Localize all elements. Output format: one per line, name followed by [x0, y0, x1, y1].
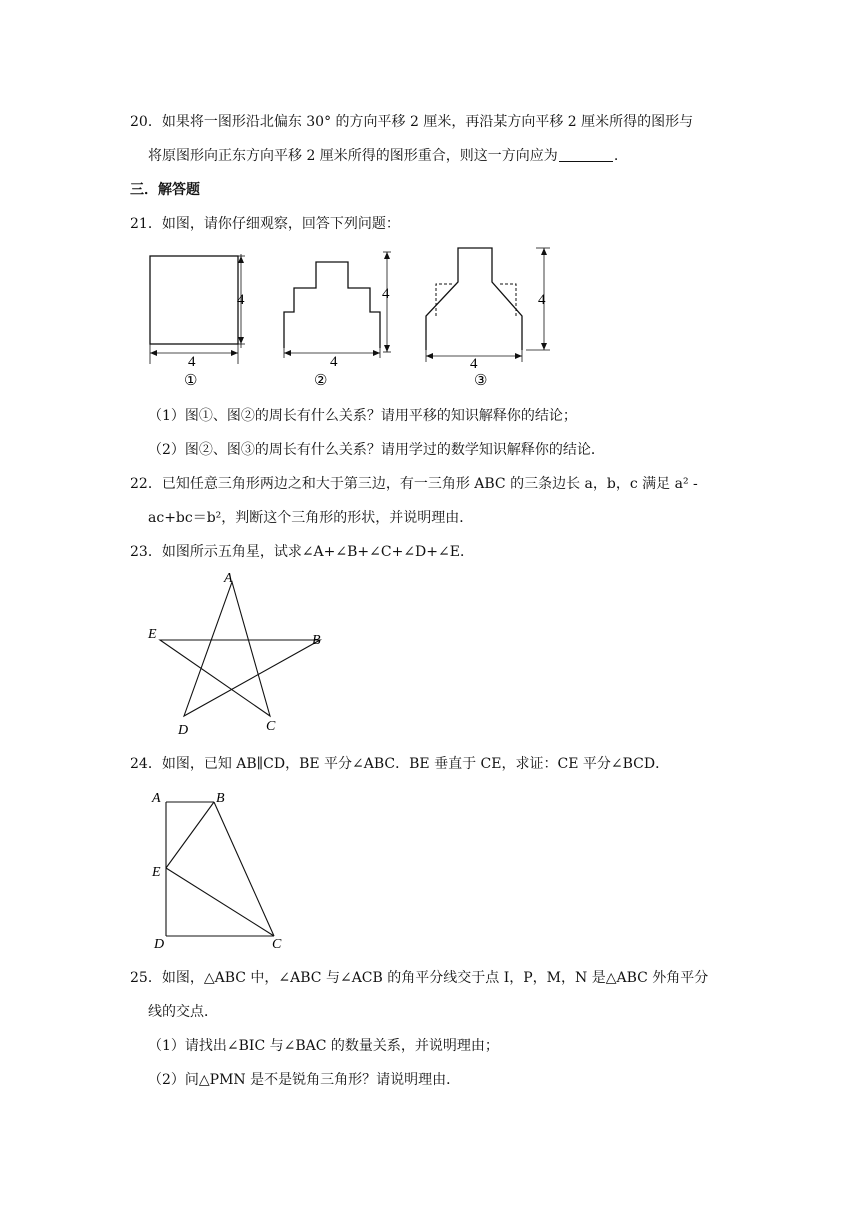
q22-number: 22．: [130, 476, 162, 492]
fig2-side-label: 4: [382, 286, 390, 302]
q22-text-line1: 已知任意三角形两边之和大于第三边，有一三角形 ABC 的三条边长 a，b，c 满足 a² -: [161, 476, 698, 492]
rect-label-d: D: [154, 937, 165, 952]
q20-line1: [130, 112, 693, 132]
q25-part2: （2）问△PMN 是不是锐角三角形？请说明理由．: [148, 1072, 461, 1088]
q20-line2: [148, 146, 618, 166]
q24-text: 如图，已知 AB∥CD，BE 平分∠ABC．BE 垂直于 CE，求证：CE 平分∠BCD．: [161, 756, 670, 772]
q20-text-line2: 将原图形向正东方向平移 2 厘米所得的图形重合，则这一方向应为: [148, 148, 558, 164]
fig1-label: ①: [184, 373, 198, 389]
fig2-label: ②: [314, 373, 328, 389]
q22-line1: [130, 474, 698, 494]
q21-part1: （1）图①、图②的周长有什么关系？请用平移的知识解释你的结论；: [148, 408, 577, 424]
q21-part2: （2）图②、图③的周长有什么关系？请用学过的数学知识解释你的结论．: [148, 442, 605, 458]
fig3-side-label: 4: [538, 292, 546, 308]
fig3-label: ③: [474, 373, 488, 389]
q23-text: 如图所示五角星，试求∠A+∠B+∠C+∠D+∠E．: [161, 544, 474, 560]
star-label-e: E: [148, 627, 157, 642]
answer-blank[interactable]: [559, 147, 613, 162]
q20-text-line1: 如果将一图形沿北偏东 30° 的方向平移 2 厘米，再沿某方向平移 2 厘米所得的图形与: [161, 114, 694, 130]
q22-line2: ac+bc＝b²，判断这个三角形的形状，并说明理由．: [148, 510, 474, 526]
q25-number: 25．: [130, 970, 162, 986]
q21-number: 21．: [130, 216, 162, 232]
star-label-b: B: [312, 633, 321, 648]
q24-line: [130, 754, 669, 774]
q21-line: [130, 214, 400, 234]
rect-label-a: A: [152, 791, 161, 806]
q25-line1: [130, 968, 708, 988]
q20-number: 20．: [130, 114, 162, 130]
fig1-bottom-label: 4: [188, 354, 196, 370]
q24-number: 24．: [130, 756, 162, 772]
star-label-c: C: [266, 719, 276, 734]
rect-label-c: C: [272, 937, 282, 952]
q21-figure: [140, 240, 580, 390]
q23-star-figure: [140, 566, 340, 738]
q24-figure: [140, 786, 300, 952]
fig1-side-label: 4: [237, 292, 245, 308]
fig2-bottom-label: 4: [330, 354, 338, 370]
q23-line: [130, 542, 474, 562]
rect-label-b: B: [216, 791, 225, 806]
q21-text: 如图，请你仔细观察，回答下列问题：: [161, 216, 400, 232]
fig3-bottom-label: 4: [470, 356, 478, 372]
rect-label-e: E: [152, 865, 161, 880]
q23-number: 23．: [130, 544, 162, 560]
star-label-a: A: [224, 571, 233, 586]
q25-text-line1: 如图，△ABC 中，∠ABC 与∠ACB 的角平分线交于点 I，P，M，N 是△ABC 外角平分: [161, 970, 709, 986]
star-label-d: D: [178, 723, 189, 738]
q25-line2: 线的交点．: [148, 1004, 218, 1020]
q20-period: .: [613, 148, 619, 164]
q25-part1: （1）请找出∠BIC 与∠BAC 的数量关系，并说明理由；: [148, 1038, 499, 1054]
section-heading: 三．解答题: [130, 182, 200, 198]
